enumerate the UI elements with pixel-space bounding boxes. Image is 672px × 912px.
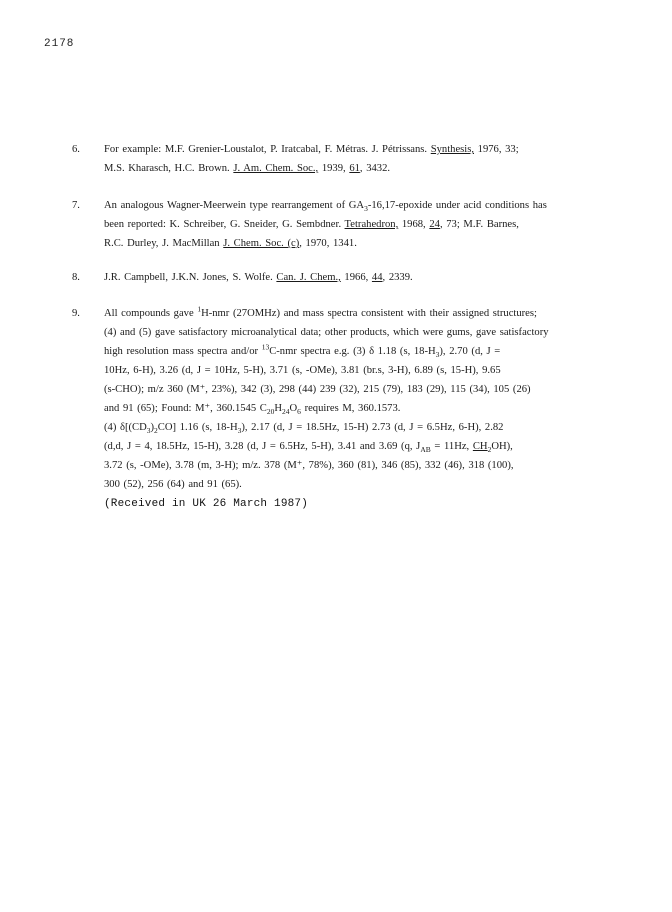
reference-line (104, 215, 519, 234)
reference-text: 1939, (318, 163, 350, 174)
reference-number: 6. (72, 144, 80, 155)
reference-text: , 3432. (359, 163, 391, 174)
reference-number: 9. (72, 308, 80, 319)
reference-text: H (274, 403, 283, 414)
reference-text: For example: M.F. Grenier-Loustalot, P. Iratcabal, F. Métras. J. Pétrissans. (104, 144, 431, 155)
reference-text: 10Hz, 6-H), 3.26 (d, J = 10Hz, 5-H), 3.71 (s, -OMe), 3.81 (br.s, 3-H), 6.89 (s, 15-H), 9.65 (104, 365, 501, 376)
journal-name: Synthesis, (430, 144, 474, 155)
reference-text: M.S. Kharasch, H.C. Brown. (104, 163, 234, 174)
reference-text: J.R. Campbell, J.K.N. Jones, S. Wolfe. (104, 272, 277, 283)
superscript: 1 (197, 304, 202, 314)
reference-line (104, 437, 513, 456)
reference-text: ), 2.17 (d, J = 18.5Hz, 15-H) 2.73 (d, J = 6.5Hz, 6-H), 2.82 (241, 422, 504, 433)
reference-text: = 11Hz, (430, 441, 473, 452)
reference-text: , 73; M.F. Barnes, (439, 219, 519, 230)
reference-text: (s-CHO); m/z 360 (M⁺, 23%), 342 (3), 298 (44) 239 (32), 215 (79), 183 (29), 115 (34), 105 (26) (104, 384, 531, 395)
journal-name: Can. J. Chem., (276, 272, 341, 283)
subscript: AB (420, 445, 431, 455)
reference-line (104, 323, 549, 342)
reference-text: -16,17-epoxide under acid conditions has (367, 200, 547, 211)
subscript: 6 (297, 407, 301, 417)
subscript: 24 (282, 407, 290, 417)
reference-text: OH), (491, 441, 513, 452)
underlined-group: CH (472, 441, 488, 452)
page-number: 2178 (44, 38, 75, 50)
reference-text: C-nmr spectra e.g. (3) δ 1.18 (s, 18-H (269, 346, 436, 357)
reference-text: 1966, (340, 272, 372, 283)
reference-text: (d,d, J = 4, 18.5Hz, 15-H), 3.28 (d, J = 6.5Hz, 5-H), 3.41 and 3.69 (q, J (104, 441, 421, 452)
reference-line (104, 304, 537, 323)
reference-number: 7. (72, 200, 80, 211)
reference-number: 8. (72, 272, 80, 283)
reference-line (104, 342, 500, 361)
subscript: 2 (154, 426, 158, 436)
subscript: 2 (487, 445, 492, 455)
volume-number: 44 (371, 272, 383, 283)
reference-text: ), 2.70 (d, J = (439, 346, 501, 357)
reference-text: 3.72 (s, -OMe), 3.78 (m, 3-H); m/z. 378 (M⁺, 78%), 360 (81), 346 (85), 332 (46), 318 (100), (104, 460, 514, 471)
reference-line (104, 234, 357, 253)
superscript: 13 (261, 342, 270, 352)
reference-text: 1976, 33; (474, 144, 519, 155)
reference-line (104, 361, 501, 380)
reference-text: O (289, 403, 298, 414)
reference-line (104, 475, 242, 494)
volume-number: 24 (429, 219, 440, 230)
reference-line (104, 456, 514, 475)
journal-name: Tetrahedron, (344, 219, 399, 230)
reference-text: CO] 1.16 (s, 18-H (157, 422, 238, 433)
reference-text: H-nmr (27OMHz) and mass spectra consistent with their assigned structures; (201, 308, 537, 319)
volume-number: 61 (349, 163, 360, 174)
reference-text: (4) and (5) gave satisfactory microanalytical data; other products, which were gums, gave satisfactory (104, 327, 549, 338)
subscript: 3 (237, 426, 242, 436)
subscript: 3 (146, 426, 151, 436)
reference-text: 1968, (398, 219, 430, 230)
reference-text: ) (150, 422, 155, 433)
reference-line (104, 196, 547, 215)
reference-text: been reported: K. Schreiber, G. Sneider, G. Sembdner. (104, 219, 345, 230)
reference-text: R.C. Durley, J. MacMillan (104, 238, 224, 249)
reference-line (104, 418, 503, 437)
reference-text: All compounds gave (104, 308, 198, 319)
subscript: 20 (266, 407, 275, 417)
reference-line (104, 268, 413, 287)
subscript: 3 (435, 350, 440, 360)
reference-line (104, 140, 519, 159)
reference-line (104, 399, 400, 418)
journal-name: J. Chem. Soc. (c) (223, 238, 300, 249)
reference-text: (4) δ[(CD (104, 422, 147, 433)
reference-text: high resolution mass spectra and/or (104, 346, 262, 357)
reference-text: An analogous Wagner-Meerwein type rearrangement of GA (104, 200, 365, 211)
reference-line (104, 380, 531, 399)
reference-text: requires M, 360.1573. (300, 403, 401, 414)
reference-text: and 91 (65); Found: M⁺, 360.1545 C (104, 403, 267, 414)
reference-text: , 1970, 1341. (299, 238, 357, 249)
journal-name: J. Am. Chem. Soc., (233, 163, 319, 174)
received-date-note: (Received in UK 26 March 1987) (104, 498, 309, 510)
reference-text: , 2339. (382, 272, 413, 283)
subscript: 3 (364, 204, 368, 214)
reference-line (104, 159, 390, 178)
reference-text: 300 (52), 256 (64) and 91 (65). (104, 479, 242, 490)
